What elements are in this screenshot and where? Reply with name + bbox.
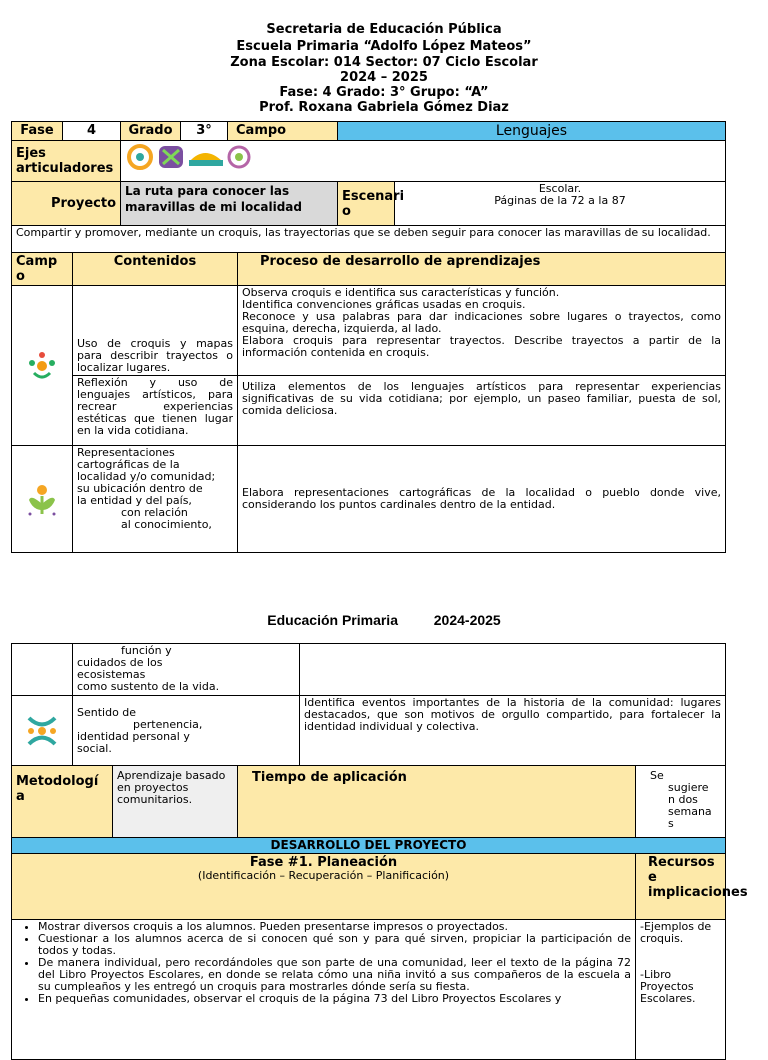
activity-item: • Cuestionar a los alumnos acerca de si conocen qué son y para qué sirven, propiciar la participación de todos y todas. <box>38 933 631 957</box>
row3-proceso: Elabora representaciones cartográficas de la localidad o pueblo donde vive, considerando los puntos cardinales dentro de la entidad. <box>238 446 726 553</box>
contenido-line: con relación <box>121 506 188 519</box>
etica-icon-cell <box>12 696 73 766</box>
campo-label: Campo <box>228 122 338 141</box>
header-line-1: Secretaria de Educación Pública <box>266 22 502 37</box>
fase-planeacion-header <box>12 854 636 920</box>
contenido-line: pertenencia, <box>133 717 203 731</box>
proceso-column-header: Proceso de desarrollo de aprendizajes <box>238 253 726 286</box>
contenidos-column-header: Contenidos <box>73 253 238 286</box>
header-line-6: Prof. Roxana Gabriela Gómez Diaz <box>259 100 509 115</box>
ejes-label: Ejes articuladores <box>12 141 121 182</box>
page2-year: 2024-2025 <box>433 612 501 628</box>
resource-item: -Libro Proyectos Escolares. <box>640 968 696 1005</box>
metodologia-value: Aprendizaje basado en proyectos comunitarios. <box>113 766 238 838</box>
contenido-line: social. <box>77 741 112 755</box>
inclusion-icon <box>129 146 151 168</box>
saberes-icon <box>25 480 59 518</box>
contenido-line: cartográficas de la <box>77 458 180 471</box>
row-sentido-contenido <box>73 696 300 766</box>
activities-list <box>16 921 631 1005</box>
lenguajes-icon <box>26 351 58 381</box>
proceso-item: Reconoce y usa palabras para dar indicaciones sobre lugares o trayectos, como esquina, derecha, izquierda, al lado. <box>242 310 721 335</box>
contenido-line: Sentido de <box>77 705 137 719</box>
grado-label: Grado <box>121 122 181 141</box>
activity-item: • Mostrar diversos croquis a los alumnos. Pueden presentarse impresos o proyectados. <box>38 921 631 933</box>
empty-icon-cell <box>12 644 73 696</box>
igualdad-genero-icon <box>229 147 249 167</box>
activity-item: • En pequeñas comunidades, observar el croquis de la página 73 del Libro Proyectos Escolares y <box>38 993 631 1005</box>
contenido-line: al conocimiento, <box>121 518 212 531</box>
escenario-line-1: Escolar. <box>538 182 582 195</box>
row2-contenido: Reflexión y uso de lenguajes artísticos, para recrear experiencias estéticas que tienen lugar en la vida cotidiana. <box>73 376 238 446</box>
lenguajes-icon-cell <box>12 286 73 446</box>
resource-item: -Ejemplos de croquis. <box>640 920 712 945</box>
contenido-line: Representaciones <box>77 446 175 459</box>
contenido-line: su ubicación dentro de <box>77 482 203 495</box>
header-line-4: 2024 – 2025 <box>340 70 428 85</box>
proyecto-label: Proyecto <box>12 182 121 226</box>
recursos-header: Recursos e implicaciones <box>636 854 726 920</box>
header-line-3: Zona Escolar: 014 Sector: 07 Ciclo Escolar <box>230 55 538 70</box>
header-line-5: Fase: 4 Grado: 3° Grupo: “A” <box>279 85 489 100</box>
fase-title: Fase #1. Planeación <box>249 855 398 870</box>
proceso-item: Identifica convenciones gráficas usadas en croquis. <box>242 298 526 311</box>
escenario-label: Escenari o <box>338 182 395 226</box>
row1-contenido: Uso de croquis y mapas para describir trayectos o localizar lugares. <box>73 286 238 376</box>
project-development-table <box>11 643 748 1060</box>
tiempo-line: Se <box>650 769 664 782</box>
ejes-icons <box>121 141 726 182</box>
contenido-line: ecosistemas <box>77 668 146 681</box>
tiempo-line: sugiere <box>668 781 709 794</box>
contenido-line: como sustento de la vida. <box>77 680 220 693</box>
contenido-line: identidad personal y <box>77 729 190 743</box>
grado-value: 3° <box>181 122 228 141</box>
project-info-table <box>11 121 726 254</box>
fase-subtitle: (Identificación – Recuperación – Planificación) <box>197 869 450 882</box>
page2-header <box>0 612 768 628</box>
campo-column-header: Camp o <box>12 253 73 286</box>
desarrollo-header: DESARROLLO DEL PROYECTO <box>12 838 726 854</box>
contenido-line: la entidad y del país, <box>77 494 192 507</box>
campo-value: Lenguajes <box>338 122 726 141</box>
metodologia-label: Metodologí a <box>12 766 113 838</box>
tiempo-line: semana <box>668 805 712 818</box>
learning-table <box>11 252 726 553</box>
resources-cell <box>636 920 726 1060</box>
tiempo-label: Tiempo de aplicación <box>238 766 636 838</box>
proceso-item: Observa croquis e identifica sus características y función. <box>242 286 560 299</box>
activity-item: • De manera individual, pero recordándoles que son parte de una comunidad, leer el texto de la página 72 del Libro Proyectos Escolares, en donde se relata cómo una niña invitó a sus compañeros de la escuela a su cumpleaños y les entregó un croquis para mostrarles dónde sería su fiesta. <box>38 957 631 993</box>
proyecto-value: La ruta para conocer las maravillas de mi localidad <box>121 182 338 226</box>
contenido-line: localidad y/o comunidad; <box>77 470 216 483</box>
proceso-item: Elabora croquis para representar trayectos. Describe trayectos a partir de la información contenida en croquis. <box>242 334 721 359</box>
row-sentido-proceso: Identifica eventos importantes de la historia de la comunidad: lugares destacados, que son motivos de orgullo compartido, para fortalecer la identidad individual y colectiva. <box>300 696 726 766</box>
empty-process-cell <box>300 644 726 696</box>
saberes-icon-cell <box>12 446 73 553</box>
escenario-line-2: Páginas de la 72 a la 87 <box>494 194 626 207</box>
interculturalidad-icon <box>189 153 223 166</box>
ejes-articuladores-icons <box>127 142 257 172</box>
continued-contenido <box>73 644 300 696</box>
pensamiento-critico-icon <box>159 146 183 168</box>
tiempo-line: s <box>668 817 674 830</box>
escenario-value <box>395 182 726 226</box>
contenido-line: cuidados de los <box>77 656 163 669</box>
page2-title: Educación Primaria <box>267 612 398 628</box>
etica-naturaleza-icon <box>25 714 59 748</box>
row1-procesos <box>238 286 726 376</box>
header-line-2: Escuela Primaria “Adolfo López Mateos” <box>236 39 532 54</box>
funcion-text: función y <box>121 644 172 657</box>
tiempo-value <box>636 766 726 838</box>
project-purpose: Compartir y promover, mediante un croquis, las trayectorias que se deben seguir para conocer las maravillas de su localidad. <box>12 226 726 254</box>
activities-cell <box>12 920 636 1060</box>
row2-proceso: Utiliza elementos de los lenguajes artísticos para representar experiencias significativas de su vida cotidiana; por ejemplo, un paseo familiar, puesta de sol, comida deliciosa. <box>238 376 726 446</box>
tiempo-line: n dos <box>668 793 698 806</box>
fase-value: 4 <box>63 122 121 141</box>
fase-label: Fase <box>12 122 63 141</box>
row3-contenido <box>73 446 238 553</box>
